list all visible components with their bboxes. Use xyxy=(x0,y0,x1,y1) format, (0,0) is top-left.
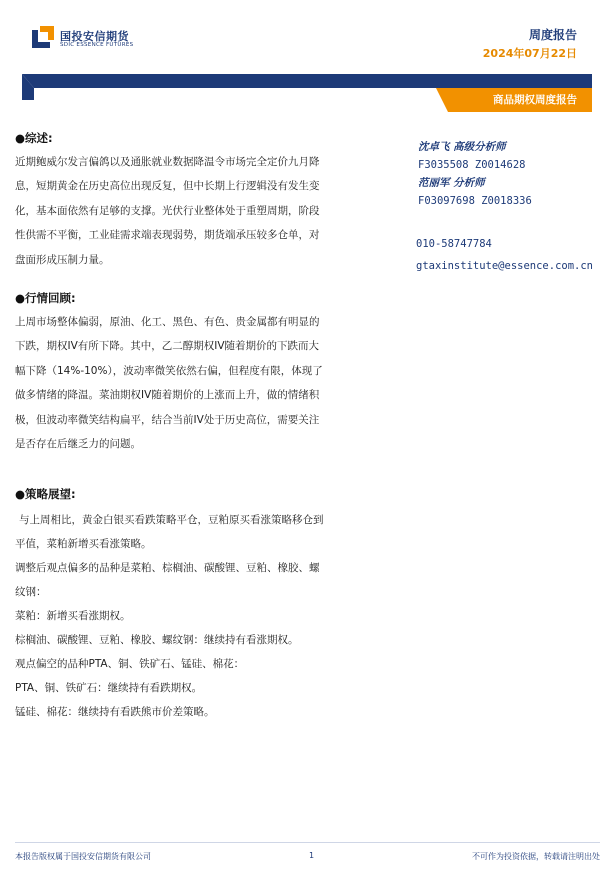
contact-phone: 010-58747784 xyxy=(416,238,492,250)
outlook-line: 平值，菜粕新增买看涨策略。 xyxy=(15,538,152,550)
outlook-section xyxy=(15,484,375,724)
review-title: ●行情回顾: xyxy=(15,291,76,305)
review-section xyxy=(15,288,375,456)
outlook-line: 观点偏空的品种PTA、铜、铁矿石、锰硅、棉花： xyxy=(15,658,245,670)
page-number: 1 xyxy=(309,851,315,860)
logo-name-en: SDIC ESSENCE FUTURES xyxy=(60,42,134,48)
analyst-name: 沈卓飞 高级分析师 xyxy=(418,141,506,153)
summary-title: ●综述: xyxy=(15,131,53,145)
analyst-panel xyxy=(418,138,608,210)
contact-email[interactable]: gtaxinstitute@essence.com.cn xyxy=(416,260,594,272)
summary-section xyxy=(15,128,375,272)
analyst-cert: F3035508 Z0014628 xyxy=(418,159,526,171)
summary-body xyxy=(15,150,375,272)
company-logo xyxy=(32,26,182,56)
outlook-line: 锰硅、棉花：继续持有看跌熊市价差策略。 xyxy=(15,706,215,718)
summary-line: 近期鲍威尔发言偏鸽以及通胀就业数据降温令市场完全定价九月降 xyxy=(15,156,320,168)
outlook-line: 菜粕：新增买看涨期权。 xyxy=(15,610,131,622)
summary-line: 盘面形成压制力量。 xyxy=(15,253,110,266)
outlook-line: 棕榈油、碳酸锂、豆粕、橡胶、螺纹钢：继续持有看涨期权。 xyxy=(15,634,299,646)
analyst-cert: F03097698 Z0018336 xyxy=(418,195,532,207)
analyst-name: 范丽军 分析师 xyxy=(418,177,485,189)
report-date: 2024年07月22日 xyxy=(482,47,577,60)
report-type: 周度报告 xyxy=(528,28,577,42)
outlook-title: ●策略展望: xyxy=(15,487,76,501)
review-line: 是否存在后继乏力的问题。 xyxy=(15,438,141,451)
summary-line: 化，基本面依然有足够的支撑。光伏行业整体处于重塑周期，阶段 xyxy=(15,204,320,217)
footer-divider xyxy=(15,842,600,843)
outlook-line: 与上周相比，黄金白银买看跌策略平仓，豆粕原买看涨策略移仓到 xyxy=(19,514,324,526)
review-line: 极，但波动率微笑结构扁平，结合当前IV处于历史高位，需要关注 xyxy=(15,413,320,426)
review-line: 下跌，期权IV有所下降。其中，乙二醇期权IV随着期价的下跌而大 xyxy=(15,340,320,353)
summary-line: 息，短期黄金在历史高位出现反复，但中长期上行逻辑没有发生变 xyxy=(15,180,320,193)
logo-mark-icon xyxy=(32,26,54,48)
summary-line: 性供需不平衡，工业硅需求端表现弱势，期货端承压较多仓单，对 xyxy=(15,229,320,242)
review-body xyxy=(15,310,375,456)
outlook-line: 调整后观点偏多的品种是菜粕、棕榈油、碳酸锂、豆粕、橡胶、螺 xyxy=(15,562,320,574)
footer-disclaimer: 不可作为投资依据，转载请注明出处 xyxy=(472,852,600,861)
review-line: 幅下降（14%-10%），波动率微笑依然右偏，但程度有限，体现了 xyxy=(15,364,323,377)
review-line: 做多情绪的降温。菜油期权IV随着期价的上涨而上升，做的情绪积 xyxy=(15,389,320,402)
footer-copyright: 本报告版权属于国投安信期货有限公司 xyxy=(15,852,151,861)
section-label: 商品期权周度报告 xyxy=(493,94,577,106)
outlook-line: 纹钢： xyxy=(15,586,47,598)
review-line: 上周市场整体偏弱，原油、化工、黑色、有色、贵金属都有明显的 xyxy=(15,316,320,328)
outlook-body xyxy=(15,508,375,724)
logo-name-cn: 国投安信期货 xyxy=(60,30,129,43)
outlook-line: PTA、铜、铁矿石：继续持有看跌期权。 xyxy=(15,682,203,694)
